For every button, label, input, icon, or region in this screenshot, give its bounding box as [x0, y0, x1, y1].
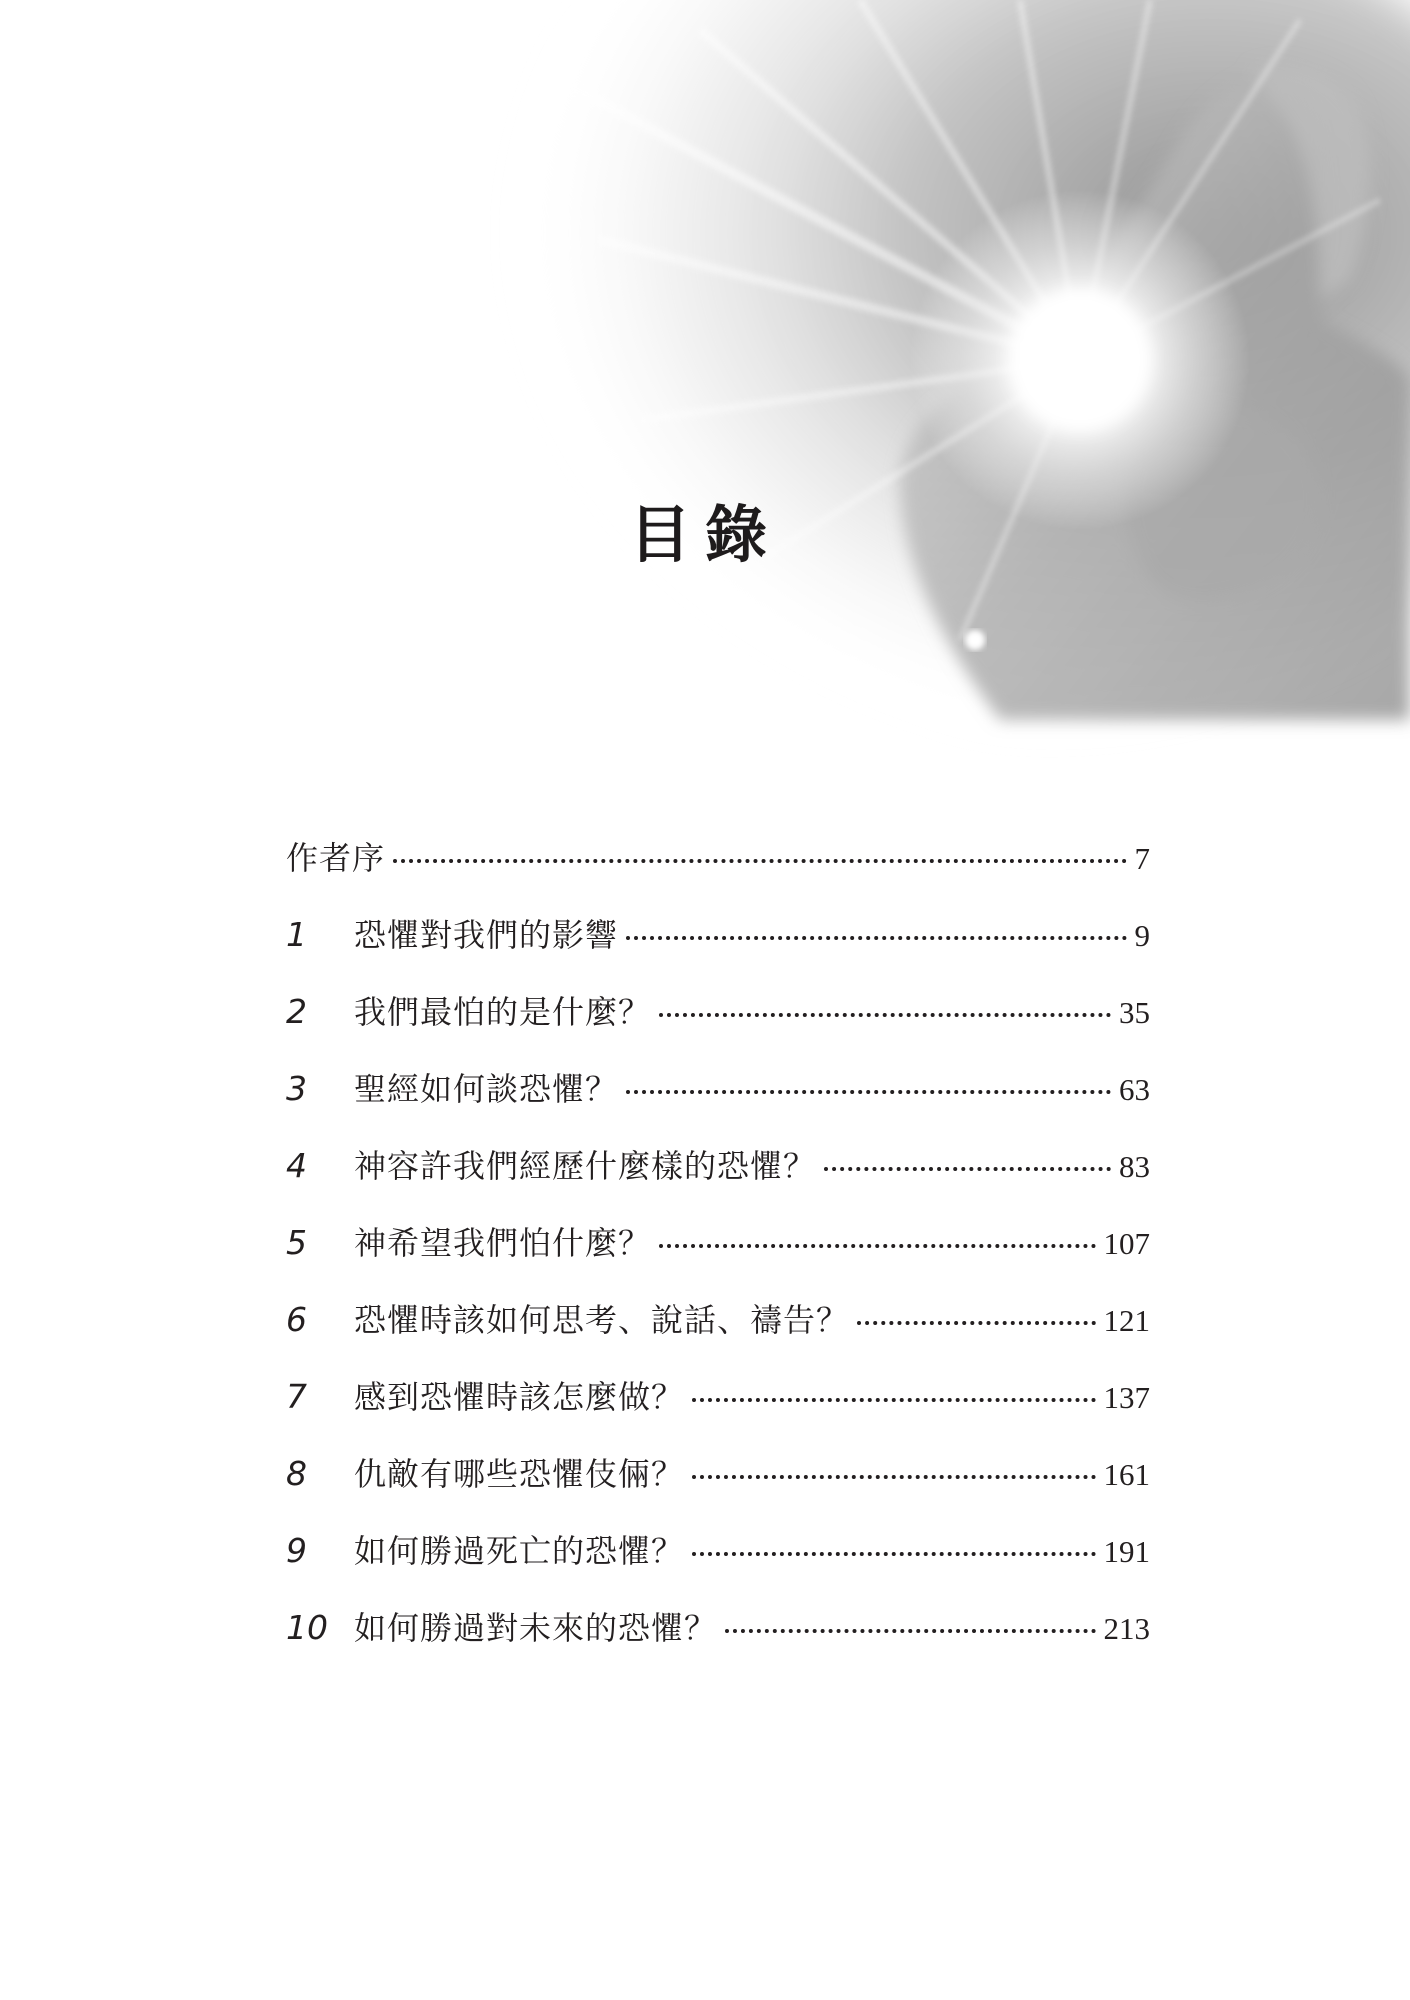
toc-entry-page: 213 [1103, 1611, 1150, 1646]
toc-entry-title: 仇敵有哪些恐懼伎倆？ [354, 1455, 685, 1493]
toc-entry-number: 8 [286, 1454, 307, 1493]
toc-entry-title: 恐懼時該如何思考、說話、禱告？ [354, 1301, 850, 1339]
toc-entry-page: 191 [1103, 1534, 1150, 1569]
toc-entry-chapter-4[interactable] [286, 1144, 1150, 1221]
toc-entry-number: 3 [286, 1069, 307, 1108]
toc-entry-chapter-5[interactable] [286, 1221, 1150, 1298]
toc-entry-chapter-10[interactable] [286, 1606, 1150, 1683]
toc-entry-number: 2 [286, 992, 307, 1031]
dot-leader [393, 859, 1126, 863]
toc-entry-number: 9 [286, 1531, 307, 1570]
toc-entry-title: 感到恐懼時該怎麼做？ [354, 1378, 685, 1416]
toc-entry-title: 我們最怕的是什麼？ [354, 993, 652, 1031]
dot-leader [626, 1090, 1111, 1094]
dot-leader [659, 1013, 1111, 1017]
toc-entry-page: 121 [1103, 1303, 1150, 1338]
toc-entry-chapter-2[interactable] [286, 990, 1150, 1067]
toc-entry-title: 作者序 [286, 839, 386, 877]
toc-entry-page: 161 [1103, 1457, 1150, 1492]
page-title: 目錄 [628, 498, 781, 571]
toc-entry-page: 107 [1103, 1226, 1150, 1261]
toc-entry-title: 神容許我們經歷什麼樣的恐懼？ [354, 1147, 817, 1185]
toc-entry-title: 恐懼對我們的影響 [354, 916, 619, 954]
toc-entry-chapter-6[interactable] [286, 1298, 1150, 1375]
dot-leader [725, 1629, 1095, 1633]
hero-illustration [0, 0, 1410, 780]
toc-entry-page: 137 [1103, 1380, 1150, 1415]
toc-entry-page: 83 [1119, 1149, 1150, 1184]
toc-entry-number: 6 [286, 1300, 307, 1339]
toc-entry-page: 7 [1134, 841, 1150, 876]
toc-entry-chapter-9[interactable] [286, 1529, 1150, 1606]
toc-entry-number: 4 [286, 1146, 307, 1185]
toc-entry-page: 9 [1134, 918, 1150, 953]
toc-entry-number: 10 [286, 1608, 328, 1647]
toc-entry-number: 1 [286, 915, 307, 954]
toc-entry-title: 聖經如何談恐懼？ [354, 1070, 619, 1108]
dot-leader [692, 1475, 1095, 1479]
glowing-hand-illustration [0, 0, 1410, 780]
dot-leader [626, 936, 1126, 940]
toc-entry-chapter-1[interactable] [286, 913, 1150, 990]
dot-leader [857, 1321, 1095, 1325]
toc-entry-chapter-8[interactable] [286, 1452, 1150, 1529]
toc-entry-title: 如何勝過死亡的恐懼？ [354, 1532, 685, 1570]
toc-entry-page: 35 [1119, 995, 1150, 1030]
dot-leader [692, 1552, 1095, 1556]
dot-leader [692, 1398, 1095, 1402]
toc-entry-title: 神希望我們怕什麼？ [354, 1224, 652, 1262]
toc-entry-number: 7 [286, 1377, 307, 1416]
toc-entry-chapter-7[interactable] [286, 1375, 1150, 1452]
sparkle [965, 630, 985, 650]
toc-entry-number: 5 [286, 1223, 307, 1262]
dot-leader [659, 1244, 1095, 1248]
toc-entry-page: 63 [1119, 1072, 1150, 1107]
toc-entry-preface[interactable] [286, 836, 1150, 913]
table-of-contents [286, 836, 1150, 1683]
toc-entry-title: 如何勝過對未來的恐懼？ [354, 1609, 718, 1647]
dot-leader [824, 1167, 1111, 1171]
toc-entry-chapter-3[interactable] [286, 1067, 1150, 1144]
